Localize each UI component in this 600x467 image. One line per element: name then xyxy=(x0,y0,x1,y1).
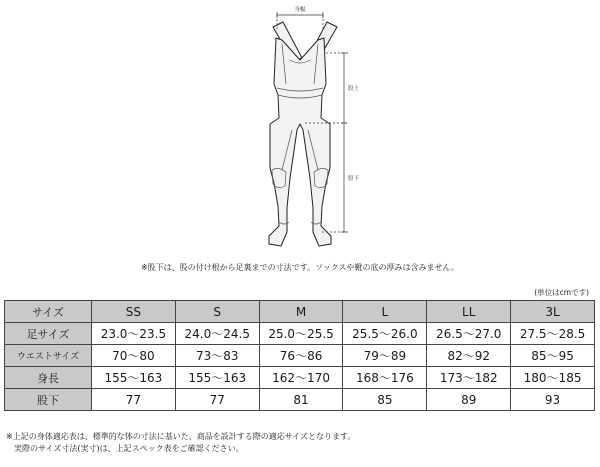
inseam-note: ※股下は、股の付け根から足裏までの寸法です。ソックスや靴の底の厚みは含みません。 xyxy=(140,263,460,272)
row-label-waist-size: ウエストサイズ xyxy=(5,345,92,367)
label-rise: 股上 xyxy=(348,86,360,92)
table-cell: 81 xyxy=(259,389,343,411)
table-cell: 25.0〜25.5 xyxy=(259,323,343,345)
table-cell: 82〜92 xyxy=(427,345,511,367)
table-row xyxy=(5,367,595,389)
label-chest-width: 身幅 xyxy=(294,7,306,13)
table-cell: 162〜170 xyxy=(259,367,343,389)
size-s: S xyxy=(175,301,259,323)
table-cell: 93 xyxy=(511,389,595,411)
table-cell: 27.5〜28.5 xyxy=(511,323,595,345)
size-ss: SS xyxy=(92,301,176,323)
table-cell: 24.0〜24.5 xyxy=(175,323,259,345)
size-header-row xyxy=(5,301,595,323)
table-cell: 85〜95 xyxy=(511,345,595,367)
size-header-label: サイズ xyxy=(5,301,92,323)
table-cell: 70〜80 xyxy=(92,345,176,367)
footnotes xyxy=(6,431,355,455)
table-row xyxy=(5,323,595,345)
table-row xyxy=(5,389,595,411)
table-cell: 25.5〜26.0 xyxy=(343,323,427,345)
table-cell: 173〜182 xyxy=(427,367,511,389)
table-cell: 76〜86 xyxy=(259,345,343,367)
table-cell: 26.5〜27.0 xyxy=(427,323,511,345)
table-cell: 23.0〜23.5 xyxy=(92,323,176,345)
table-cell: 77 xyxy=(92,389,176,411)
wader-body xyxy=(269,38,331,246)
size-l: L xyxy=(343,301,427,323)
unit-note: (単位はcmです) xyxy=(534,288,589,297)
table-cell: 89 xyxy=(427,389,511,411)
size-m: M xyxy=(259,301,343,323)
table-cell: 155〜163 xyxy=(92,367,176,389)
row-label-inseam: 股下 xyxy=(5,389,92,411)
table-cell: 155〜163 xyxy=(175,367,259,389)
size-ll: LL xyxy=(427,301,511,323)
footnote-line: ※上記の身体適応表は、標準的な体の寸法に基いた、商品を設計する際の適応サイズとなります。 xyxy=(6,432,356,441)
table-row xyxy=(5,345,595,367)
row-label-height: 身長 xyxy=(5,367,92,389)
table-cell: 180〜185 xyxy=(511,367,595,389)
size-3l: 3L xyxy=(511,301,595,323)
size-table xyxy=(4,300,595,411)
label-inseam: 股下 xyxy=(348,176,360,182)
row-label-foot-size: 足サイズ xyxy=(5,323,92,345)
table-cell: 168〜176 xyxy=(343,367,427,389)
table-cell: 85 xyxy=(343,389,427,411)
table-cell: 77 xyxy=(175,389,259,411)
table-cell: 79〜89 xyxy=(343,345,427,367)
table-cell: 73〜83 xyxy=(175,345,259,367)
footnote-line: 実際のサイズ寸法(実寸)は、上記スペック表をご確認ください。 xyxy=(14,444,244,453)
